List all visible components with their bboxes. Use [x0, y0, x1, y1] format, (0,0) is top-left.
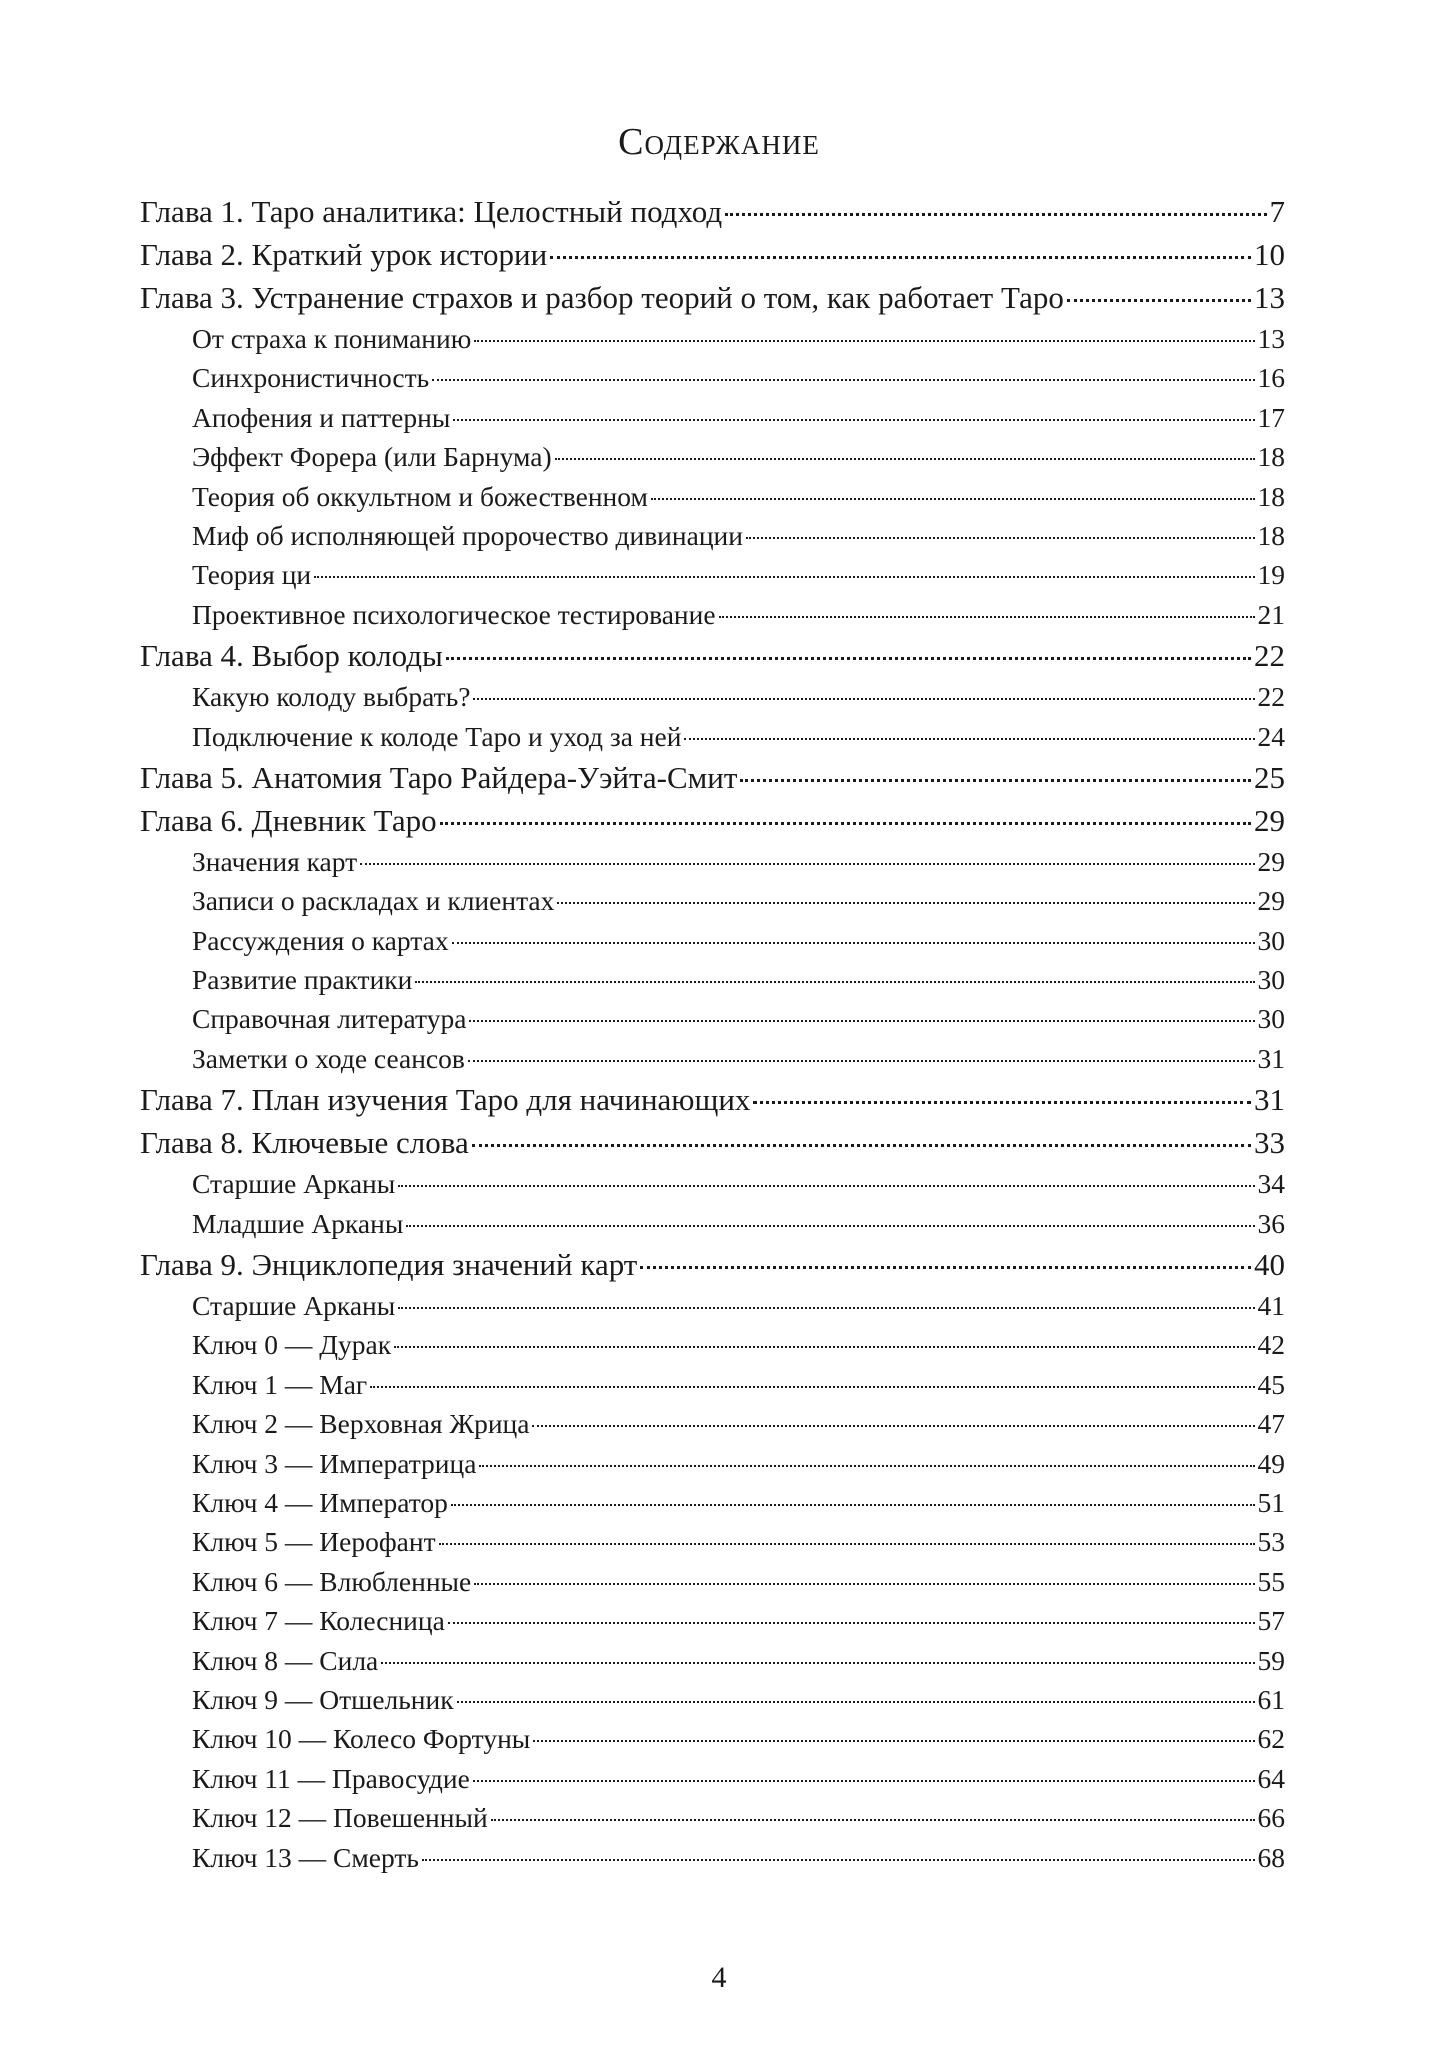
toc-entry-title: Значения карт: [192, 845, 358, 877]
toc-chapter-entry: [140, 1121, 1285, 1164]
toc-entry-title: Синхронистичность: [192, 362, 430, 394]
toc-section-entry: [140, 921, 1285, 960]
toc-entry-page: 29: [1254, 802, 1285, 838]
toc-entry-title: Ключ 10 — Колесо Фортуны: [192, 1723, 531, 1755]
dot-leader: [448, 1622, 1255, 1624]
toc-entry-title: Ключ 12 — Повешенный: [192, 1802, 488, 1834]
toc-section-entry: [140, 1522, 1285, 1561]
dot-leader: [684, 738, 1254, 740]
toc-entry-page: 29: [1257, 885, 1285, 917]
toc-entry-title: Глава 2. Краткий урок истории: [140, 237, 548, 272]
dot-leader: [719, 616, 1255, 618]
toc-entry-page: 30: [1257, 964, 1285, 996]
toc-section-entry: [140, 1164, 1285, 1203]
toc-section-entry: [140, 319, 1285, 358]
toc-entry-page: 66: [1257, 1802, 1285, 1834]
toc-section-entry: [140, 595, 1285, 634]
toc-chapter-entry: [140, 1243, 1285, 1286]
dot-leader: [473, 698, 1254, 700]
toc-entry-title: Ключ 9 — Отшельник: [192, 1683, 454, 1715]
toc-entry-title: Апофения и паттерны: [192, 401, 451, 433]
dot-leader: [740, 779, 1251, 782]
toc-section-entry: [140, 1039, 1285, 1078]
toc-section-entry: [140, 1680, 1285, 1719]
toc-entry-title: Рассуждения о картах: [192, 924, 449, 956]
dot-leader: [446, 657, 1251, 660]
toc-entry-page: 10: [1254, 237, 1285, 272]
toc-section-entry: [140, 1641, 1285, 1680]
toc-entry-title: Справочная литература: [192, 1003, 467, 1035]
toc-entry-page: 13: [1254, 280, 1285, 315]
toc-entry-page: 31: [1257, 1042, 1285, 1074]
toc-entry-page: 22: [1257, 681, 1285, 713]
toc-entry-page: 17: [1257, 401, 1285, 433]
toc-entry-page: 45: [1257, 1368, 1285, 1400]
toc-entry-title: Ключ 11 — Правосудие: [192, 1762, 470, 1794]
dot-leader: [469, 1020, 1254, 1022]
toc-entry-title: Заметки о ходе сеансов: [192, 1042, 465, 1074]
dot-leader: [473, 1780, 1255, 1782]
toc-section-entry: [140, 1601, 1285, 1640]
toc-section-entry: [140, 1759, 1285, 1798]
toc-chapter-entry: [140, 233, 1285, 276]
toc-entry-page: 33: [1254, 1125, 1285, 1161]
toc-entry-page: 22: [1254, 638, 1285, 674]
table-of-contents: [140, 190, 1285, 1877]
toc-entry-page: 62: [1257, 1723, 1285, 1755]
toc-entry-page: 68: [1257, 1841, 1285, 1873]
toc-entry-page: 55: [1257, 1565, 1285, 1597]
dot-leader: [753, 1101, 1251, 1104]
dot-leader: [398, 1185, 1254, 1187]
toc-entry-title: Подключение к колоде Таро и уход за ней: [192, 720, 682, 752]
toc-entry-title: Ключ 13 — Смерть: [192, 1841, 419, 1873]
toc-entry-title: Теория ци: [192, 559, 312, 591]
toc-section-entry: [140, 398, 1285, 437]
toc-entry-title: Развитие практики: [192, 964, 413, 996]
toc-entry-title: Младшие Арканы: [192, 1207, 404, 1239]
dot-leader: [406, 1225, 1254, 1227]
toc-entry-page: 34: [1257, 1168, 1285, 1200]
page-number: 4: [711, 1961, 727, 1994]
toc-section-entry: [140, 1798, 1285, 1837]
toc-section-entry: [140, 1365, 1285, 1404]
toc-section-entry: [140, 1838, 1285, 1877]
dot-leader: [370, 1386, 1254, 1388]
toc-section-entry: [140, 960, 1285, 999]
dot-leader: [746, 537, 1255, 539]
toc-section-entry: [140, 999, 1285, 1038]
toc-entry-page: 49: [1257, 1447, 1285, 1479]
toc-entry-page: 51: [1257, 1486, 1285, 1518]
toc-section-entry: [140, 1483, 1285, 1522]
dot-leader: [533, 1740, 1254, 1742]
toc-section-entry: [140, 1444, 1285, 1483]
toc-entry-title: Проективное психологическое тестирование: [192, 598, 716, 630]
toc-section-entry: [140, 842, 1285, 881]
toc-entry-title: Глава 7. План изучения Таро для начинающих: [140, 1082, 751, 1118]
dot-leader: [640, 1266, 1251, 1269]
toc-section-entry: [140, 1204, 1285, 1243]
toc-section-entry: [140, 1719, 1285, 1758]
toc-entry-page: 21: [1257, 598, 1285, 630]
toc-entry-title: От страха к пониманию: [192, 323, 472, 354]
toc-section-entry: [140, 1286, 1285, 1325]
toc-entry-title: Теория об оккультном и божественном: [192, 480, 648, 512]
toc-entry-title: Ключ 8 — Сила: [192, 1644, 379, 1676]
toc-entry-title: Ключ 5 — Иерофант: [192, 1526, 436, 1558]
toc-entry-title: Эффект Форера (или Барнума): [192, 441, 552, 473]
dot-leader: [432, 379, 1254, 381]
toc-entry-title: Ключ 0 — Дурак: [192, 1329, 392, 1361]
toc-entry-title: Ключ 4 — Император: [192, 1486, 448, 1518]
dot-leader: [398, 1307, 1254, 1309]
dot-leader: [474, 340, 1254, 342]
toc-section-entry: [140, 437, 1285, 476]
toc-section-entry: [140, 1325, 1285, 1364]
toc-entry-title: Глава 3. Устранение страхов и разбор теорий о том, как работает Таро: [140, 280, 1064, 315]
dot-leader: [651, 498, 1255, 500]
toc-entry-page: 30: [1257, 1003, 1285, 1035]
toc-entry-title: Ключ 2 — Верховная Жрица: [192, 1408, 530, 1440]
toc-section-entry: [140, 677, 1285, 716]
dot-leader: [491, 1819, 1255, 1821]
toc-section-entry: [140, 1562, 1285, 1601]
toc-chapter-entry: [140, 276, 1285, 319]
page-title: Содержание: [618, 121, 820, 163]
toc-entry-page: 18: [1257, 441, 1285, 473]
dot-leader: [439, 1543, 1255, 1545]
dot-leader: [1067, 299, 1251, 302]
dot-leader: [472, 1144, 1251, 1147]
dot-leader: [314, 576, 1254, 578]
toc-chapter-entry: [140, 1078, 1285, 1121]
toc-entry-page: 16: [1257, 362, 1285, 394]
toc-entry-page: 18: [1257, 480, 1285, 512]
toc-entry-title: Старшие Арканы: [192, 1168, 396, 1200]
toc-chapter-entry: [140, 634, 1285, 677]
dot-leader: [725, 213, 1266, 216]
toc-entry-title: Глава 8. Ключевые слова: [140, 1125, 469, 1161]
toc-entry-page: 57: [1257, 1605, 1285, 1637]
dot-leader: [550, 256, 1251, 259]
toc-chapter-entry: [140, 190, 1285, 233]
toc-section-entry: [140, 1404, 1285, 1443]
dot-leader: [457, 1701, 1255, 1703]
dot-leader: [381, 1662, 1254, 1664]
toc-entry-title: Глава 4. Выбор колоды: [140, 638, 443, 674]
dot-leader: [474, 1583, 1254, 1585]
toc-entry-title: Глава 5. Анатомия Таро Райдера-Уэйта-Смит: [140, 759, 738, 795]
toc-entry-page: 13: [1257, 323, 1285, 354]
toc-section-entry: [140, 881, 1285, 920]
toc-section-entry: [140, 717, 1285, 756]
dot-leader: [360, 863, 1254, 865]
toc-entry-title: Записи о раскладах и клиентах: [192, 885, 555, 917]
dot-leader: [532, 1425, 1254, 1427]
toc-entry-page: 42: [1257, 1329, 1285, 1361]
dot-leader: [394, 1346, 1254, 1348]
toc-entry-page: 30: [1257, 924, 1285, 956]
dot-leader: [479, 1465, 1254, 1467]
toc-entry-title: Ключ 7 — Колесница: [192, 1605, 445, 1637]
toc-entry-page: 25: [1254, 759, 1285, 795]
toc-entry-page: 18: [1257, 519, 1285, 551]
toc-entry-page: 64: [1257, 1762, 1285, 1794]
toc-entry-title: Ключ 1 — Маг: [192, 1368, 368, 1400]
dot-leader: [557, 902, 1254, 904]
toc-entry-page: 41: [1257, 1290, 1285, 1322]
toc-entry-page: 7: [1269, 194, 1285, 229]
toc-entry-page: 40: [1254, 1247, 1285, 1283]
dot-leader: [415, 981, 1254, 983]
dot-leader: [451, 1504, 1255, 1506]
toc-section-entry: [140, 358, 1285, 397]
dot-leader: [422, 1859, 1255, 1861]
dot-leader: [555, 458, 1255, 460]
toc-entry-page: 53: [1257, 1526, 1285, 1558]
toc-entry-page: 31: [1254, 1082, 1285, 1118]
toc-entry-title: Ключ 3 — Императрица: [192, 1447, 477, 1479]
toc-entry-title: Глава 6. Дневник Таро: [140, 802, 437, 838]
toc-chapter-entry: [140, 756, 1285, 799]
toc-section-entry: [140, 477, 1285, 516]
toc-entry-title: Старшие Арканы: [192, 1290, 396, 1322]
toc-entry-page: 61: [1257, 1683, 1285, 1715]
dot-leader: [468, 1060, 1255, 1062]
toc-entry-page: 19: [1257, 559, 1285, 591]
dot-leader: [452, 942, 1255, 944]
toc-entry-page: 59: [1257, 1644, 1285, 1676]
toc-entry-page: 47: [1257, 1408, 1285, 1440]
toc-entry-page: 36: [1257, 1207, 1285, 1239]
dot-leader: [440, 822, 1251, 825]
dot-leader: [453, 419, 1254, 421]
toc-entry-title: Какую колоду выбрать?: [192, 681, 471, 713]
toc-section-entry: [140, 516, 1285, 555]
toc-chapter-entry: [140, 799, 1285, 842]
toc-entry-title: Ключ 6 — Влюбленные: [192, 1565, 472, 1597]
toc-section-entry: [140, 555, 1285, 594]
toc-entry-title: Миф об исполняющей пророчество дивинации: [192, 519, 743, 551]
toc-entry-title: Глава 1. Таро аналитика: Целостный подход: [140, 194, 723, 229]
toc-entry-title: Глава 9. Энциклопедия значений карт: [140, 1247, 638, 1283]
toc-entry-page: 24: [1257, 720, 1285, 752]
toc-entry-page: 29: [1257, 845, 1285, 877]
